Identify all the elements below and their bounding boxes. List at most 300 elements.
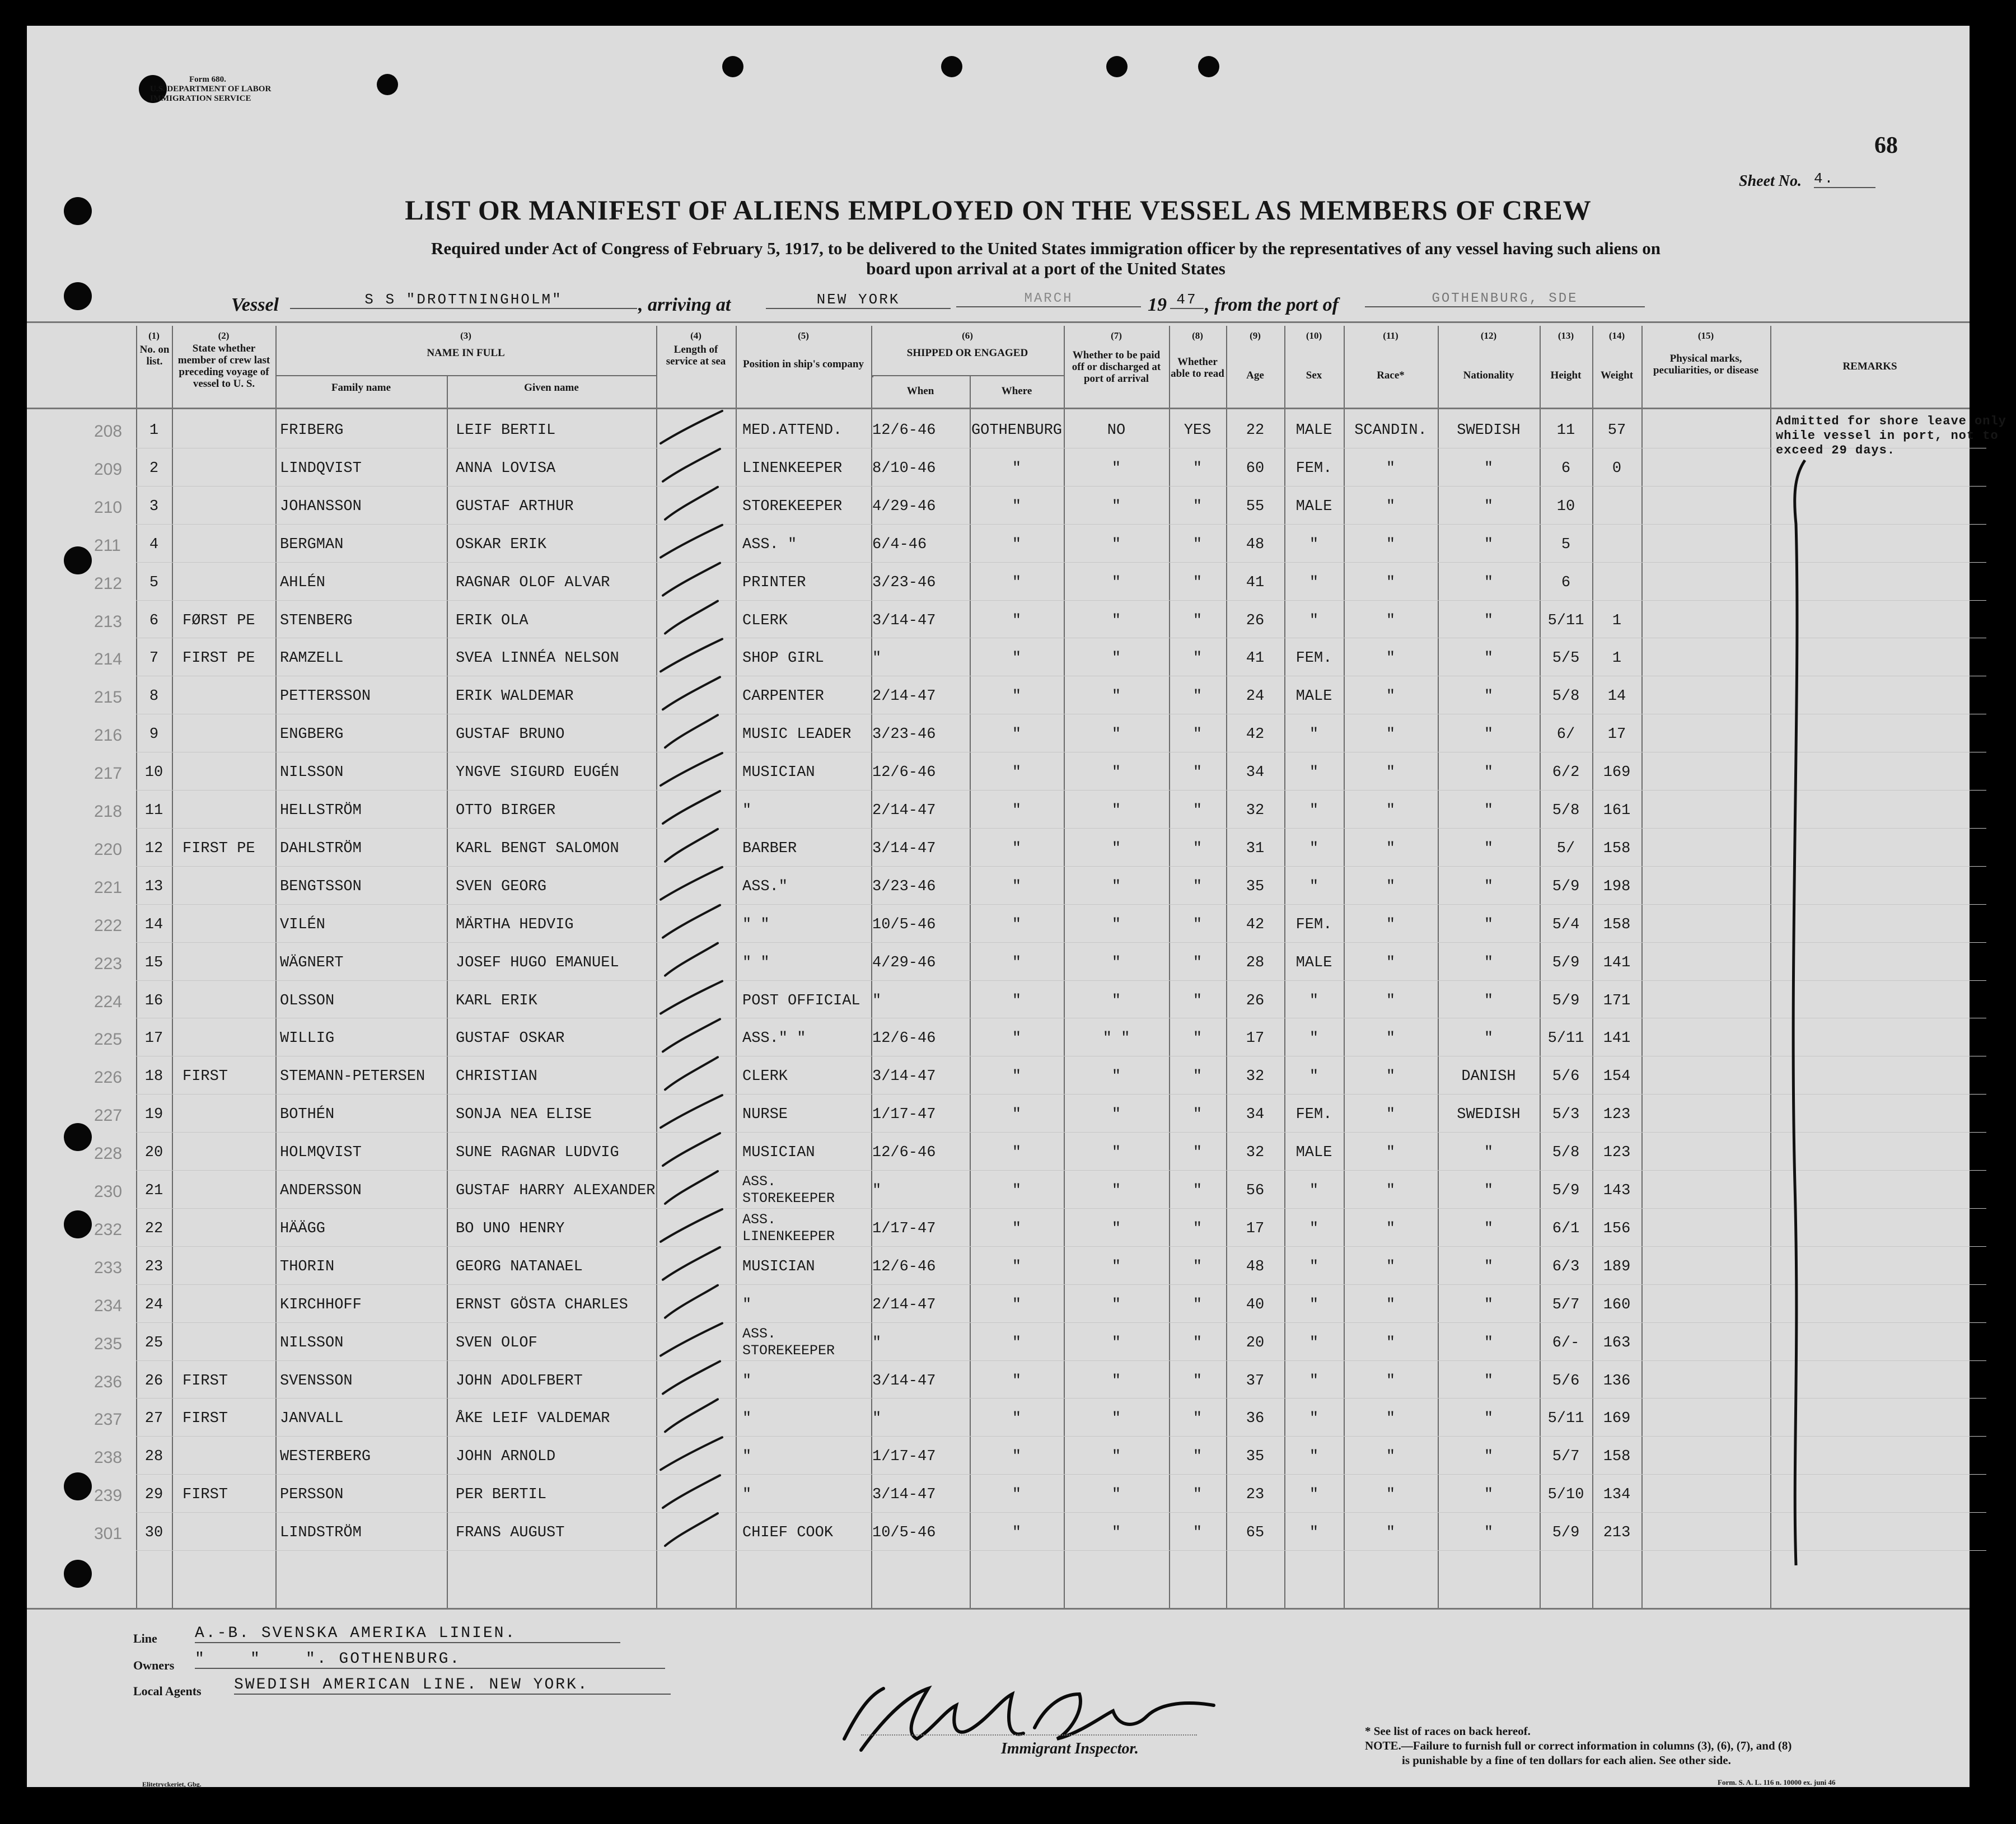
cell-able-to-read: " <box>1192 1486 1203 1504</box>
cell-where: " <box>1012 1448 1022 1466</box>
cell-paid-off: " <box>1111 1106 1121 1124</box>
cell-able-to-read: " <box>1192 1372 1203 1390</box>
cell-height: 6 <box>1561 574 1571 591</box>
cell-able-to-read: " <box>1192 1410 1203 1428</box>
cell-able-to-read: " <box>1192 1258 1203 1275</box>
cell-age: 32 <box>1246 802 1265 819</box>
cell-number: 13 <box>144 878 163 895</box>
service-checkmark <box>663 1362 720 1394</box>
from-label: , from the port of <box>1205 294 1339 315</box>
cell-age: 22 <box>1246 422 1265 439</box>
handwritten-line-number: 212 <box>94 574 123 593</box>
cell-position: MUSICIAN <box>742 1258 815 1275</box>
cell-race: " <box>1386 1524 1396 1542</box>
cell-family-name: BERGMAN <box>280 536 344 553</box>
cell-given-name: SUNE RAGNAR LUDVIG <box>456 1144 619 1162</box>
cell-where: " <box>1012 1068 1022 1086</box>
cell-family-name: SVENSSON <box>280 1372 353 1390</box>
cell-when: 3/14-47 <box>872 1372 936 1390</box>
cell-previous-voyage: FIRST <box>183 1486 228 1504</box>
cell-paid-off: " <box>1111 916 1121 933</box>
cell-paid-off: " <box>1111 1372 1121 1390</box>
cell-position: ASS. " <box>742 536 797 553</box>
cell-paid-off: " <box>1111 1448 1121 1466</box>
cell-sex: " <box>1309 992 1319 1009</box>
service-checkmark <box>665 1285 718 1318</box>
service-checkmark <box>661 1095 722 1128</box>
cell-paid-off: " " <box>1102 1030 1130 1047</box>
cell-where: " <box>1012 1486 1022 1504</box>
cell-family-name: STENBERG <box>280 612 353 629</box>
cell-able-to-read: " <box>1192 650 1203 667</box>
column-header-length-of-service: Length of service at sea <box>666 344 726 367</box>
cell-where: " <box>1012 802 1022 819</box>
cell-race: SCANDIN. <box>1354 422 1427 439</box>
cell-age: 20 <box>1246 1334 1265 1351</box>
cell-height: 5/9 <box>1552 1182 1580 1199</box>
cell-number: 6 <box>149 612 159 629</box>
cell-where: " <box>1012 878 1022 895</box>
handwritten-line-number: 213 <box>94 612 123 631</box>
cell-height: 5/11 <box>1547 612 1584 629</box>
row-divider <box>136 1360 1986 1361</box>
column-header-sex: Sex <box>1306 370 1322 381</box>
arrival-year: 47 <box>1170 291 1204 309</box>
cell-when: 4/29-46 <box>872 954 936 971</box>
cell-height: 5/6 <box>1552 1068 1580 1086</box>
inspector-label: Immigrant Inspector. <box>1001 1740 1139 1757</box>
cell-where: " <box>1012 1106 1022 1124</box>
cell-number: 28 <box>144 1448 163 1466</box>
cell-age: 36 <box>1246 1410 1265 1428</box>
cell-given-name: LEIF BERTIL <box>456 422 556 439</box>
cell-given-name: ANNA LOVISA <box>456 460 556 477</box>
row-divider <box>136 524 1986 525</box>
cell-where: " <box>1012 536 1022 553</box>
line-value: A.-B. SVENSKA AMERIKA LINIEN. <box>195 1625 620 1643</box>
column-header-nationality: Nationality <box>1463 370 1514 381</box>
service-checkmark <box>663 905 720 938</box>
cell-able-to-read: " <box>1192 460 1203 477</box>
column-header-when: When <box>906 385 934 397</box>
column-number: (13) <box>1557 330 1574 341</box>
cell-age: 48 <box>1246 536 1265 553</box>
cell-race: " <box>1386 726 1396 743</box>
cell-able-to-read: " <box>1192 1296 1203 1313</box>
cell-height: 5/8 <box>1552 688 1580 705</box>
cell-sex: " <box>1309 574 1319 591</box>
cell-weight: 14 <box>1607 688 1626 705</box>
cell-when: 3/14-47 <box>872 612 936 629</box>
arrival-month: MARCH <box>956 291 1141 307</box>
cell-previous-voyage: FIRST PE <box>183 840 255 857</box>
cell-nationality: DANISH <box>1461 1068 1516 1086</box>
row-divider <box>136 600 1986 601</box>
cell-age: 26 <box>1246 992 1265 1009</box>
cell-weight: 0 <box>1612 460 1622 477</box>
cell-age: 26 <box>1246 612 1265 629</box>
cell-nationality: " <box>1484 878 1494 895</box>
cell-number: 16 <box>144 992 163 1009</box>
service-checkmark <box>663 1247 720 1280</box>
cell-nationality: " <box>1484 1030 1494 1047</box>
cell-number: 7 <box>149 650 159 667</box>
cell-where: " <box>1012 916 1022 933</box>
column-header-name: NAME IN FULL <box>427 347 505 359</box>
cell-position: CHIEF COOK <box>742 1524 834 1542</box>
row-divider <box>136 790 1986 791</box>
cell-number: 25 <box>144 1334 163 1351</box>
cell-paid-off: " <box>1111 840 1121 857</box>
cell-previous-voyage: FIRST <box>183 1372 228 1390</box>
from-port: GOTHENBURG, SDE <box>1365 291 1645 307</box>
cell-weight: 158 <box>1603 916 1631 933</box>
cell-sex: " <box>1309 840 1319 857</box>
punch-hole-decoration <box>64 1210 92 1238</box>
cell-able-to-read: " <box>1192 1106 1203 1124</box>
cell-number: 8 <box>149 688 159 705</box>
cell-number: 3 <box>149 498 159 515</box>
punch-hole-decoration <box>1198 56 1219 77</box>
cell-age: 37 <box>1246 1372 1265 1390</box>
service-checkmark <box>663 1475 720 1508</box>
column-header-given-name: Given name <box>524 382 579 394</box>
arriving-label: , arriving at <box>638 294 731 315</box>
cell-position: SHOP GIRL <box>742 650 824 667</box>
remarks-text <box>1776 414 2006 458</box>
cell-family-name: STEMANN-PETERSEN <box>280 1068 425 1086</box>
cell-family-name: PERSSON <box>280 1486 344 1504</box>
cell-able-to-read: " <box>1192 802 1203 819</box>
cell-when: 3/14-47 <box>872 840 936 857</box>
cell-position: " " <box>742 954 770 971</box>
cell-race: " <box>1386 1372 1396 1390</box>
column-number: (6) <box>962 330 973 341</box>
cell-where: " <box>1012 1524 1022 1542</box>
cell-when: 8/10-46 <box>872 460 936 477</box>
cell-nationality: " <box>1484 726 1494 743</box>
cell-race: " <box>1386 1448 1396 1466</box>
cell-position: MED.ATTEND. <box>742 422 843 439</box>
cell-race: " <box>1386 1220 1396 1237</box>
column-number: (11) <box>1383 330 1398 341</box>
cell-weight: 213 <box>1603 1524 1631 1542</box>
cell-sex: " <box>1309 1486 1319 1504</box>
cell-given-name: ERIK OLA <box>456 612 528 629</box>
column-header-race: Race* <box>1377 370 1405 381</box>
cell-paid-off: " <box>1111 650 1121 667</box>
cell-where: " <box>1012 574 1022 591</box>
column-number: (15) <box>1697 330 1714 341</box>
handwritten-line-number: 228 <box>94 1144 123 1163</box>
cell-where: " <box>1012 1030 1022 1047</box>
cell-given-name: KARL BENGT SALOMON <box>456 840 619 857</box>
cell-previous-voyage: FIRST PE <box>183 650 255 667</box>
cell-where: " <box>1012 688 1022 705</box>
cell-weight: 161 <box>1603 802 1631 819</box>
cell-where: " <box>1012 1144 1022 1162</box>
cell-age: 23 <box>1246 1486 1265 1504</box>
cell-age: 32 <box>1246 1144 1265 1162</box>
row-divider <box>136 942 1986 943</box>
ditto-bracket-line <box>1785 457 1818 1571</box>
cell-when: " <box>872 992 882 1009</box>
cell-where: " <box>1012 612 1022 629</box>
cell-number: 26 <box>144 1372 163 1390</box>
cell-weight: 17 <box>1607 726 1626 743</box>
cell-when: 2/14-47 <box>872 1296 936 1313</box>
divider <box>872 376 873 377</box>
cell-given-name: JOHN ADOLFBERT <box>456 1372 583 1390</box>
cell-family-name: WÄGNERT <box>280 954 344 971</box>
cell-when: " <box>872 1182 882 1199</box>
cell-previous-voyage: FIRST <box>183 1068 228 1086</box>
cell-number: 21 <box>144 1182 163 1199</box>
cell-number: 10 <box>144 764 163 782</box>
cell-when: 3/23-46 <box>872 574 936 591</box>
cell-weight: 134 <box>1603 1486 1631 1504</box>
cell-nationality: " <box>1484 612 1494 629</box>
service-checkmark <box>665 715 718 747</box>
cell-paid-off: " <box>1111 1296 1121 1313</box>
cell-position: MUSICIAN <box>742 764 815 782</box>
agents-label: Local Agents <box>133 1684 202 1698</box>
column-header-family-name: Family name <box>331 382 391 394</box>
cell-given-name: OTTO BIRGER <box>456 802 556 819</box>
row-divider <box>136 866 1986 867</box>
cell-number: 29 <box>144 1486 163 1504</box>
cell-paid-off: " <box>1111 612 1121 629</box>
signature-line <box>861 1734 1197 1736</box>
column-number: (9) <box>1250 330 1261 341</box>
handwritten-line-number: 209 <box>94 460 123 479</box>
column-divider <box>736 326 737 1608</box>
cell-number: 18 <box>144 1068 163 1086</box>
line-label: Line <box>133 1631 157 1645</box>
cell-sex: " <box>1309 764 1319 782</box>
cell-given-name: GUSTAF OSKAR <box>456 1030 565 1047</box>
cell-family-name: OLSSON <box>280 992 335 1009</box>
cell-able-to-read: " <box>1192 992 1203 1009</box>
cell-weight: 57 <box>1607 422 1626 439</box>
cell-sex: " <box>1309 1524 1319 1542</box>
cell-position: CLERK <box>742 612 788 629</box>
cell-weight: 198 <box>1603 878 1631 895</box>
cell-family-name: FRIBERG <box>280 422 344 439</box>
cell-race: " <box>1386 536 1396 553</box>
row-divider <box>136 1322 1986 1323</box>
cell-weight: 123 <box>1603 1106 1631 1124</box>
cell-race: " <box>1386 1334 1396 1351</box>
cell-paid-off: " <box>1111 574 1121 591</box>
arriving-port: NEW YORK <box>766 291 951 309</box>
cell-when: 6/4-46 <box>872 536 927 553</box>
cell-family-name: AHLÉN <box>280 574 326 591</box>
cell-nationality: " <box>1484 1220 1494 1237</box>
cell-when: " <box>872 1410 882 1428</box>
cell-weight: 136 <box>1603 1372 1631 1390</box>
cell-able-to-read: " <box>1192 1068 1203 1086</box>
cell-number: 22 <box>144 1220 163 1237</box>
column-number: (8) <box>1192 330 1203 341</box>
service-checkmark <box>661 867 722 900</box>
cell-given-name: GUSTAF BRUNO <box>456 726 565 743</box>
cell-able-to-read: YES <box>1184 422 1212 439</box>
cell-paid-off: " <box>1111 764 1121 782</box>
cell-sex: " <box>1309 1448 1319 1466</box>
row-divider <box>136 1436 1986 1437</box>
cell-paid-off: " <box>1111 726 1121 743</box>
service-checkmark <box>661 1437 722 1470</box>
cell-age: 42 <box>1246 726 1265 743</box>
cell-position: ASS." <box>742 878 788 895</box>
cell-where: " <box>1012 1258 1022 1275</box>
cell-height: 6/3 <box>1552 1258 1580 1275</box>
cell-height: 5/10 <box>1547 1486 1584 1504</box>
cell-sex: MALE <box>1295 1144 1332 1162</box>
cell-paid-off: " <box>1111 802 1121 819</box>
race-footnote: * See list of races on back hereof. <box>1365 1724 1531 1738</box>
cell-where: " <box>1012 726 1022 743</box>
subtitle-line: Required under Act of Congress of February 5, 1917, to be delivered to the United States immigration officer by the representatives of any vessel having such aliens on <box>431 238 1661 258</box>
header-bottom-line <box>27 408 1970 409</box>
department-line: U.S. DEPARTMENT OF LABOR <box>150 85 272 93</box>
cell-position: ASS. STOREKEEPER <box>742 1325 835 1359</box>
cell-number: 30 <box>144 1524 163 1542</box>
handwritten-line-number: 235 <box>94 1334 123 1353</box>
row-divider <box>136 1398 1986 1399</box>
cell-age: 31 <box>1246 840 1265 857</box>
row-divider <box>136 1550 1986 1551</box>
column-header-position: Position in ship's company <box>743 358 864 370</box>
cell-where: " <box>1012 840 1022 857</box>
service-checkmark <box>665 601 718 634</box>
cell-position: CLERK <box>742 1068 788 1086</box>
service-checkmark <box>661 753 722 785</box>
cell-race: " <box>1386 764 1396 782</box>
cell-height: 6/2 <box>1552 764 1580 782</box>
cell-height: 5/9 <box>1552 992 1580 1009</box>
service-checkmark <box>665 1171 718 1204</box>
cell-race: " <box>1386 612 1396 629</box>
cell-given-name: RAGNAR OLOF ALVAR <box>456 574 610 591</box>
cell-when: 12/6-46 <box>872 1258 936 1275</box>
cell-able-to-read: " <box>1192 688 1203 705</box>
cell-race: " <box>1386 840 1396 857</box>
cell-weight: 143 <box>1603 1182 1631 1199</box>
cell-able-to-read: " <box>1192 840 1203 857</box>
cell-position: ASS. LINENKEEPER <box>742 1211 835 1245</box>
cell-family-name: WILLIG <box>280 1030 335 1047</box>
column-number: (5) <box>798 330 809 341</box>
cell-given-name: SONJA NEA ELISE <box>456 1106 592 1124</box>
cell-able-to-read: " <box>1192 1220 1203 1237</box>
cell-position: MUSICIAN <box>742 1144 815 1162</box>
column-header-able-to-read: Whether able to read <box>1171 356 1224 380</box>
cell-weight: 158 <box>1603 1448 1631 1466</box>
cell-sex: MALE <box>1295 688 1332 705</box>
column-header-previous-voyage: State whether member of crew last preceding voyage of vessel to U. S. <box>177 343 270 390</box>
handwritten-line-number: 211 <box>94 536 121 555</box>
cell-given-name: MÄRTHA HEDVIG <box>456 916 574 933</box>
cell-nationality: SWEDISH <box>1457 1106 1521 1124</box>
cell-paid-off: " <box>1111 460 1121 477</box>
cell-number: 4 <box>149 536 159 553</box>
cell-race: " <box>1386 1296 1396 1313</box>
cell-sex: " <box>1309 1410 1319 1428</box>
cell-sex: " <box>1309 536 1319 553</box>
cell-where: " <box>1012 992 1022 1009</box>
cell-position: " <box>742 1410 752 1428</box>
cell-race: " <box>1386 1106 1396 1124</box>
cell-position: STOREKEEPER <box>742 498 843 515</box>
column-header-remarks: REMARKS <box>1842 361 1897 372</box>
cell-given-name: ÅKE LEIF VALDEMAR <box>456 1410 610 1428</box>
cell-paid-off: NO <box>1107 422 1126 439</box>
row-divider <box>136 562 1986 563</box>
cell-position: " <box>742 1372 752 1390</box>
cell-when: 1/17-47 <box>872 1220 936 1237</box>
row-divider <box>136 1132 1986 1133</box>
cell-given-name: PER BERTIL <box>456 1486 547 1504</box>
cell-nationality: " <box>1484 498 1494 515</box>
cell-position: " <box>742 1448 752 1466</box>
cell-weight: 160 <box>1603 1296 1631 1313</box>
row-divider <box>136 1208 1986 1209</box>
cell-paid-off: " <box>1111 1182 1121 1199</box>
cell-age: 56 <box>1246 1182 1265 1199</box>
cell-family-name: JOHANSSON <box>280 498 362 515</box>
cell-able-to-read: " <box>1192 1448 1203 1466</box>
cell-nationality: " <box>1484 574 1494 591</box>
punch-hole-decoration <box>64 1560 92 1588</box>
agents-value: SWEDISH AMERICAN LINE. NEW YORK. <box>234 1676 671 1695</box>
column-divider <box>172 326 173 1608</box>
cell-previous-voyage: FIRST <box>183 1410 228 1428</box>
column-number: (3) <box>460 330 471 341</box>
cell-family-name: ENGBERG <box>280 726 344 743</box>
cell-given-name: ERIK WALDEMAR <box>456 688 574 705</box>
manifest-sheet <box>27 26 2006 1788</box>
handwritten-line-number: 230 <box>94 1182 123 1201</box>
table-bottom-border <box>27 1608 1970 1610</box>
cell-family-name: BOTHÉN <box>280 1106 335 1124</box>
cell-race: " <box>1386 1068 1396 1086</box>
handwritten-line-number: 238 <box>94 1448 123 1467</box>
cell-given-name: GUSTAF ARTHUR <box>456 498 574 515</box>
cell-weight: 141 <box>1603 1030 1631 1047</box>
cell-sex: " <box>1309 1068 1319 1086</box>
cell-able-to-read: " <box>1192 916 1203 933</box>
cell-age: 35 <box>1246 878 1265 895</box>
row-divider <box>136 980 1986 981</box>
column-header-paid-off: Whether to be paid off or discharged at port of arrival <box>1072 349 1161 385</box>
cell-height: 6 <box>1561 460 1571 477</box>
cell-given-name: SVEA LINNÉA NELSON <box>456 650 619 667</box>
cell-age: 41 <box>1246 574 1265 591</box>
cell-able-to-read: " <box>1192 498 1203 515</box>
service-checkmark <box>661 525 722 558</box>
cell-sex: " <box>1309 1182 1319 1199</box>
cell-age: 35 <box>1246 1448 1265 1466</box>
cell-family-name: THORIN <box>280 1258 335 1275</box>
cell-where: " <box>1012 498 1022 515</box>
cell-weight: 169 <box>1603 1410 1631 1428</box>
cell-race: " <box>1386 878 1396 895</box>
service-checkmark <box>665 943 718 976</box>
cell-height: 5/8 <box>1552 1144 1580 1162</box>
cell-given-name: SVEN GEORG <box>456 878 547 895</box>
